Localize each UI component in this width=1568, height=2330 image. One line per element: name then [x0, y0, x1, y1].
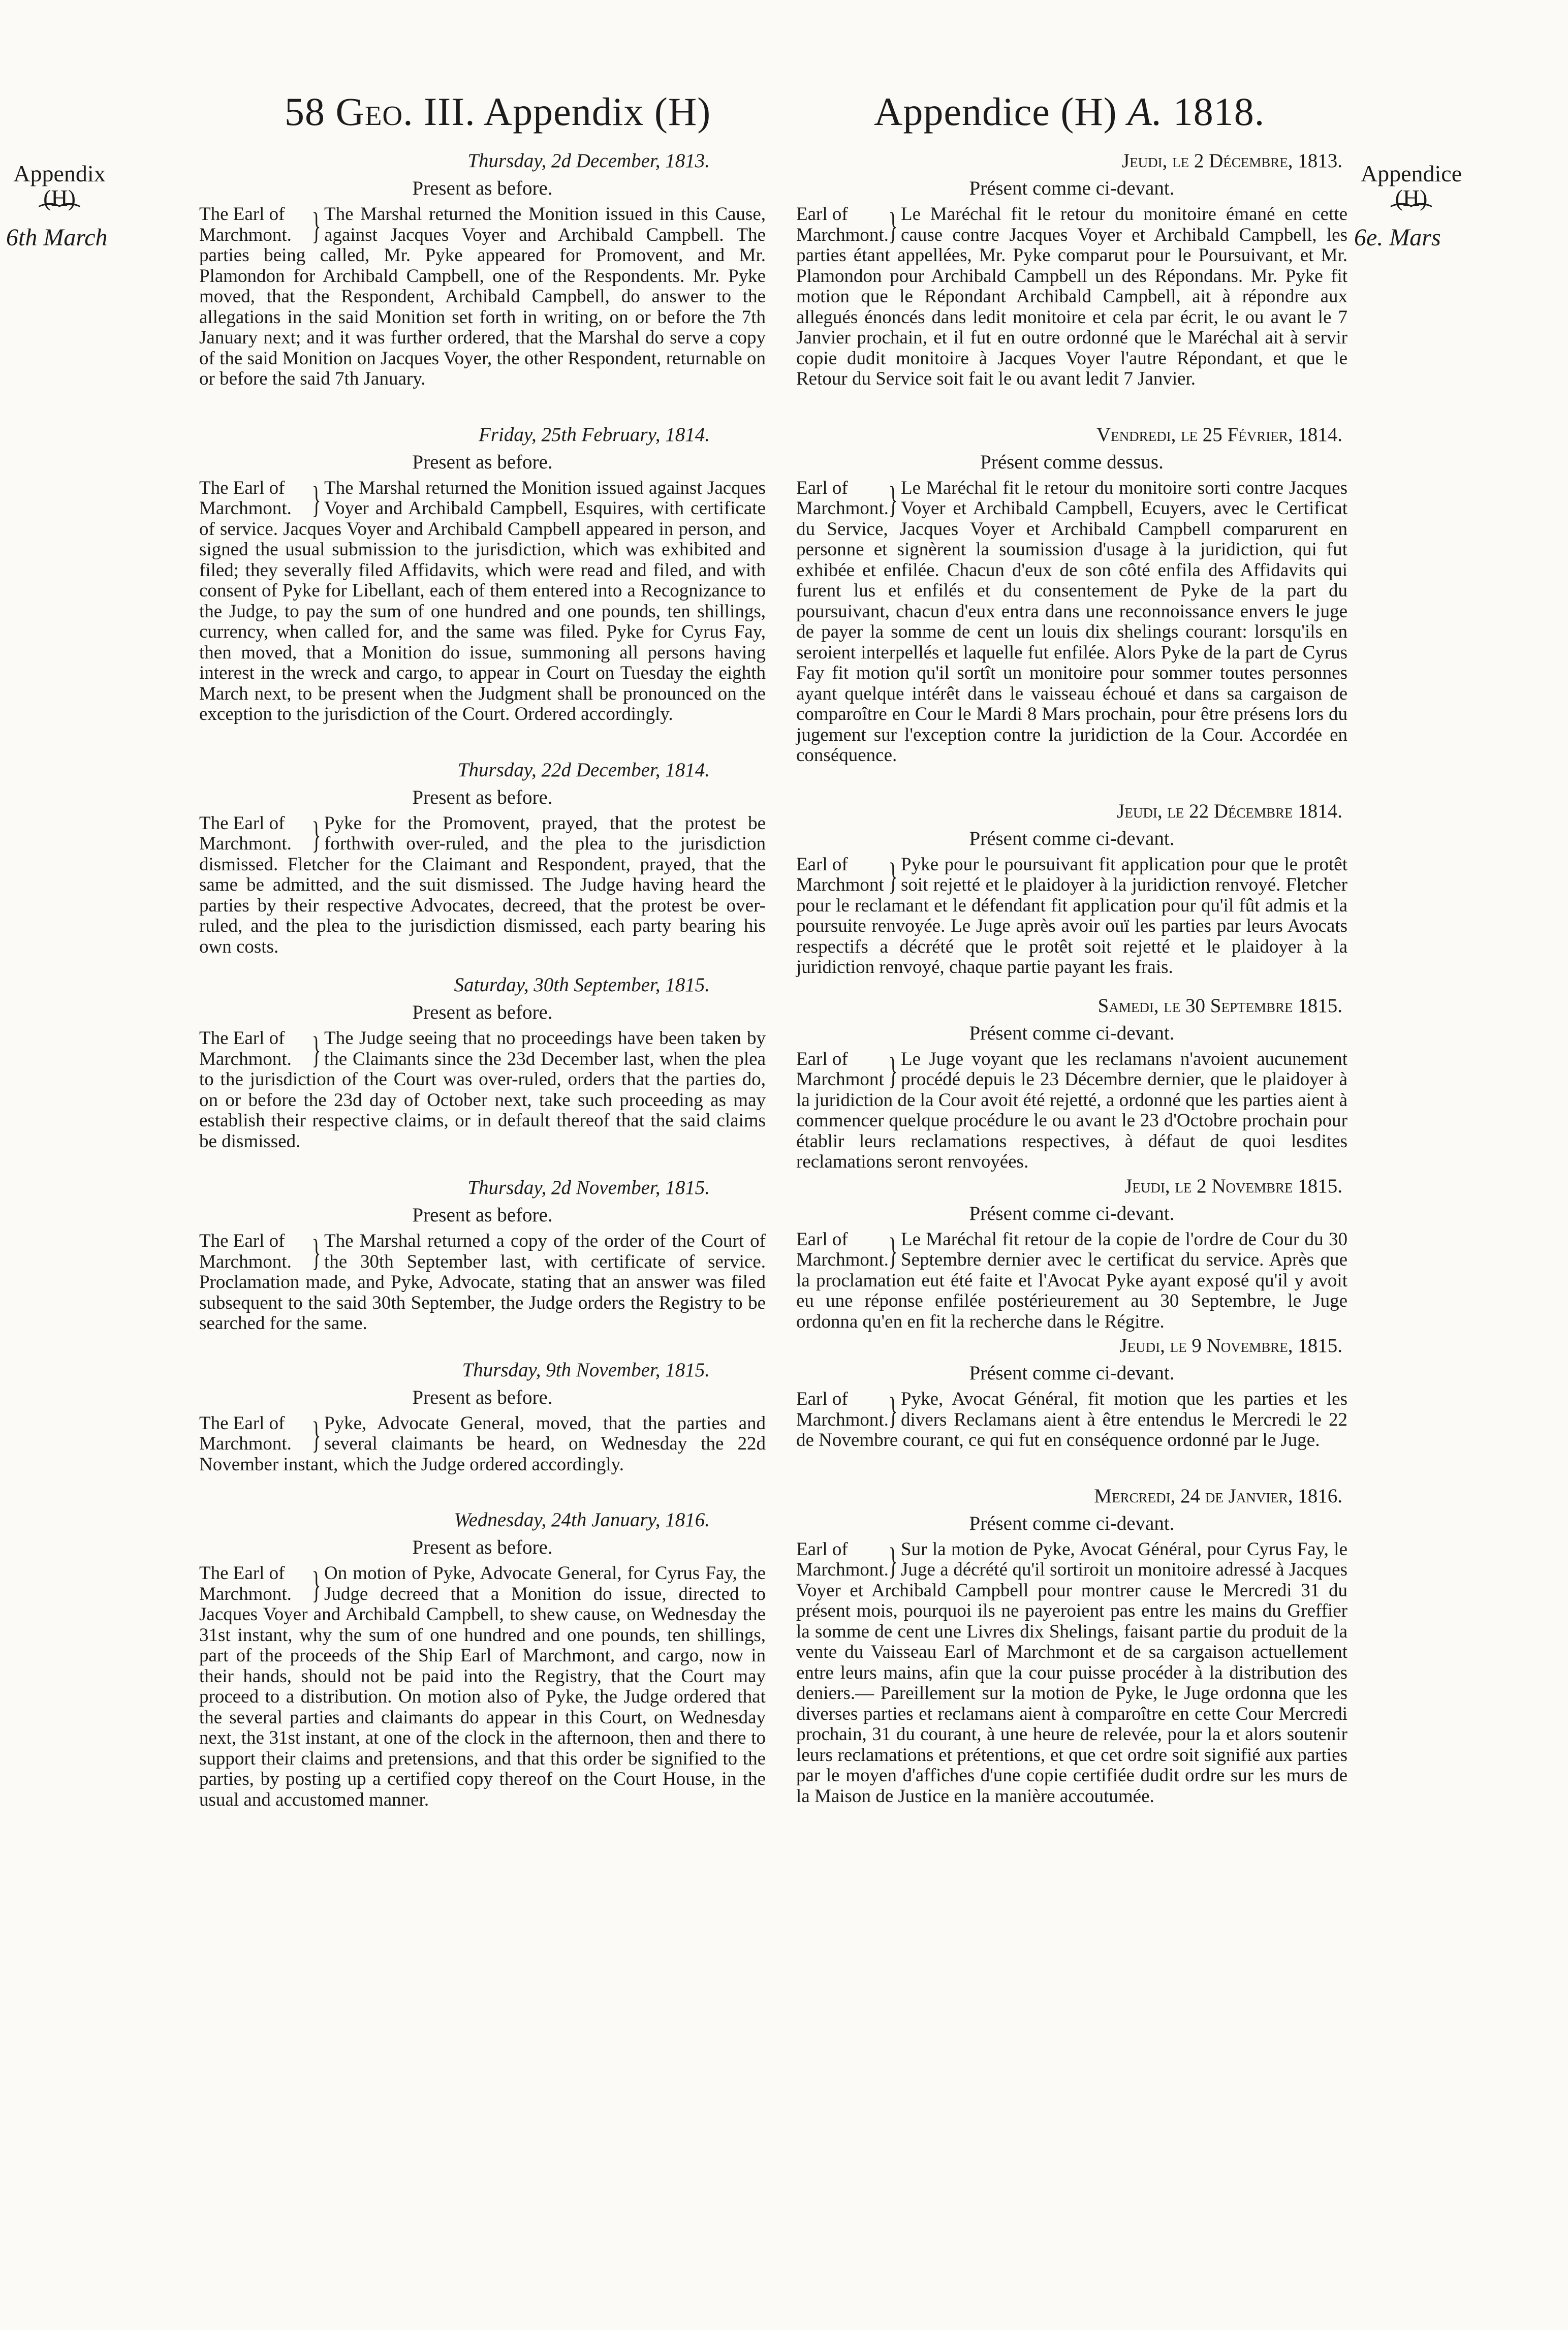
- running-head-french-title: Appendice (H): [874, 89, 1117, 134]
- party-line: Earl of: [796, 477, 848, 498]
- party-line: Marchmont.: [199, 498, 292, 519]
- party-heading: [796, 204, 898, 245]
- party-line: Earl of: [796, 1229, 848, 1250]
- entry-present: Present as before.: [412, 177, 553, 199]
- entry-text: The Marshal returned the Monition issued in this Cause, against Jacques Voyer and Archibald Campbell. The parties being called, Mr. Pyke appeared for Promovent, and Mr. Plamondon for Archibald Campbell, one of the Respondents. Mr. Pyke moved, that the Respondent, Archibald Campbell, do answer to the allegations in the said Monition set forth in writing, on or before the 7th January next; and it was further ordered, that the Marshal do serve a copy of the said Monition on Jacques Voyer, the other Respondent, returnable on or before the said 7th January.: [199, 204, 766, 389]
- party-line: Marchmont: [796, 1069, 884, 1090]
- entry-date: Jeudi, le 22 Décembre 1814.: [1117, 800, 1342, 822]
- party-heading: [199, 1413, 321, 1455]
- brace: }: [889, 479, 898, 521]
- brace: }: [312, 1029, 321, 1071]
- brace: }: [312, 1414, 321, 1456]
- entry-text: Pyke, Advocate General, moved, that the parties and several claimants be heard, on Wednesday the 22d November instant, which the Judge ordered accordingly.: [199, 1412, 766, 1475]
- brace: }: [889, 205, 898, 247]
- entry-body: [796, 1230, 1347, 1333]
- entry-present: Présent comme ci-devant.: [969, 177, 1175, 199]
- entry-body: [796, 855, 1347, 978]
- entry-text: On motion of Pyke, Advocate General, for Cyrus Fay, the Judge decreed that a Monition do issue, directed to Jacques Voyer and Archibald Campbell, to shew cause, on Wednesday the 31st instant, why the sum of one hundred and one pounds, ten shillings, part of the proceeds of the Ship Earl of Marchmont, and cargo, now in their hands, should not be paid into the Registry, that the Court may proceed to a distribution. On motion also of Pyke, the Judge ordered that the several parties and claimants do appear in this Court, on Wednesday next, the 31st instant, at one of the clock in the afternoon, then and there to support their claims and pretensions, and that this order be signified to the parties, by posting up a certified copy thereof on the Court House, in the usual and accustomed manner.: [199, 1563, 766, 1810]
- entry-present: Présent comme dessus.: [980, 451, 1164, 473]
- party-heading: [199, 478, 321, 519]
- brace: }: [312, 1232, 321, 1274]
- minute-entry: [796, 421, 1347, 766]
- party-line: Marchmont.: [199, 833, 292, 854]
- party-line: Earl of: [796, 1389, 848, 1409]
- entry-text: The Marshal returned a copy of the order of the Court of the 30th September last, with certificate of service. Proclamation made, and Pyke, Advocate, stating that an answer was filed subsequent to the said 30th September, the Judge orders the Registry to be searched for the same.: [199, 1231, 766, 1334]
- margin-date: 6th March: [6, 224, 108, 251]
- party-line: Marchmont.: [199, 224, 292, 245]
- minute-entry: [796, 147, 1347, 390]
- entry-body: [199, 813, 766, 958]
- brace: }: [312, 479, 321, 521]
- minute-entry: [796, 798, 1347, 978]
- entry-text: Pyke, Avocat Général, fit motion que les parties et les divers Reclamans aient à être entendus le Mercredi le 22 de Novembre courant, ce qui fut en conséquence ordonné par le Juge.: [796, 1389, 1347, 1451]
- entry-body: [796, 204, 1347, 390]
- party-heading: [796, 1230, 898, 1271]
- running-head-french: [874, 89, 1265, 135]
- party-line: Marchmont.: [796, 1559, 889, 1580]
- entry-date: Thursday, 22d December, 1814.: [457, 759, 710, 781]
- entry-text: Le Maréchal fit retour de la copie de l'ordre de Cour du 30 Septembre dernier avec le certificat du service. Après que la proclamation eut été faite et l'Avocat Pyke ayant exposé qu'il y avoit eu une réponse enfilée postérieurement au 30 Septembre, le Juge ordonna qu'en en fit la recherche dans le Régitre.: [796, 1229, 1347, 1332]
- margin-sub: (H): [43, 185, 76, 211]
- party-line: The Earl of: [199, 1028, 285, 1049]
- minute-entry: [199, 757, 766, 958]
- entry-text: Le Juge voyant que les reclamans n'avoient aucunement procédé depuis le 23 Décembre dernier, que le plaidoyer à la juridiction de la Cour avoit été rejetté, a ordonné que les parties aient à commencer quelque procédure le ou avant le 23 d'Octobre prochain pour établir leurs reclamations respectives, à défaut de quoi lesdites reclamations seront renvoyées.: [796, 1048, 1347, 1172]
- margin-note-left: [6, 162, 113, 251]
- minute-entry: [796, 992, 1347, 1173]
- minute-entry: [199, 1174, 766, 1334]
- entry-present: Present as before.: [412, 1536, 553, 1558]
- entry-body: [796, 1539, 1347, 1807]
- french-column: [796, 147, 1347, 1807]
- entry-text: The Judge seeing that no proceedings have been taken by the Claimants since the 23d December last, when the plea to the jurisdiction of the Court was over-ruled, orders that the parties do, on or before the 23d day of October next, take such proceeding as may establish their respective claims, or in default thereof that the said claims be dismissed.: [199, 1028, 766, 1152]
- entry-date: Jeudi, le 9 Novembre, 1815.: [1119, 1335, 1342, 1357]
- entry-present: Present as before.: [412, 1386, 553, 1408]
- entry-text: Pyke for the Promovent, prayed, that the protest be forthwith over-ruled, and the plea to the jurisdiction dismissed. Fletcher for the Claimant and Respondent, prayed, that the same be admitted, and the suit dismissed. The Judge having heard the parties by their respective Advocates, decreed, that the protest be over-ruled, and the plea to the jurisdiction dismissed, each party bearing his own costs.: [199, 812, 766, 957]
- party-heading: [796, 855, 898, 896]
- margin-label: Appendix: [13, 161, 106, 186]
- brace: }: [312, 1564, 321, 1606]
- brace: }: [889, 1540, 898, 1582]
- page-number: 58: [285, 89, 325, 134]
- entry-body: [199, 1028, 766, 1152]
- margin-sub: (H): [1395, 185, 1428, 211]
- entry-date: Wednesday, 24th January, 1816.: [454, 1509, 710, 1531]
- minute-entry: [796, 1332, 1347, 1451]
- entry-body: [199, 1563, 766, 1810]
- entry-body: [796, 478, 1347, 766]
- running-head-year: 1818.: [1173, 89, 1265, 134]
- entry-text: Le Maréchal fit le retour du monitoire émané en cette cause contre Jacques Voyer et Archibald Campbell, les parties étant appellées, Mr. Pyke comparut pour le Poursuivant, et Mr. Plamondon pour Archibald Campbell un des Répondans. Mr. Pyke fit motion que le Répondant Archibald Campbell, ait à répondre aux allegués énoncés dans ledit monitoire et cela par écrit, le ou avant le 7 Janvier prochain, et il fut en outre ordonné que le Maréchal ait à servir copie dudit monitoire à Jacques Voyer l'autre Répondant, et que le Retour du Service soit fait le ou avant ledit 7 Janvier.: [796, 204, 1347, 389]
- party-line: The Earl of: [199, 204, 285, 225]
- entry-present: Présent comme ci-devant.: [969, 1512, 1175, 1534]
- party-line: Marchmont.: [796, 224, 889, 245]
- entry-body: [199, 478, 766, 725]
- brace: }: [889, 1230, 898, 1272]
- minute-entry: [199, 147, 766, 390]
- entry-date: Thursday, 2d December, 1813.: [467, 150, 710, 172]
- margin-flourish: ⁀⁀: [40, 204, 79, 231]
- entry-present: Present as before.: [412, 1001, 553, 1023]
- entry-body: [796, 1049, 1347, 1173]
- party-line: Marchmont.: [796, 1409, 889, 1430]
- entry-date: Friday, 25th February, 1814.: [479, 423, 710, 446]
- entry-date: Jeudi, le 2 Décembre, 1813.: [1121, 150, 1342, 172]
- running-head-geo: Geo.: [335, 89, 414, 134]
- brace: }: [312, 814, 321, 856]
- party-line: Marchmont.: [199, 1433, 292, 1454]
- party-line: The Earl of: [199, 1231, 285, 1251]
- entry-text: Le Maréchal fit le retour du monitoire sorti contre Jacques Voyer et Archibald Campbell, Ecuyers, avec le Certificat du Service, Jacques Voyer et Archibald Campbell comparurent en personne et signèrent la soumission d'usage à la juridiction, qui fut exhibée et enfilée. Chacun d'eux de son côté enfila des Affidavits qui furent lus et enfilés et du consentement de Pyke de la part du poursuivant, chacun d'eux entra dans une reconnoissance envers le juge de payer la somme de cent un louis dix shelings courant: lorsqu'ils en seroient interpellés et laquelle fut enfilée. Alors Pyke de la part de Cyrus Fay fit motion qu'il sortît un monitoire pour sommer toutes personnes ayant quelque intérêt dans le vaisseau échoué et dans sa cargaison de comparoître en Cour le Mardi 8 Mars prochain, pour être présens lors du jugement sur l'exception contre la juridiction de la Cour. Accordée en conséquence.: [796, 477, 1347, 766]
- party-line: Earl of: [796, 854, 848, 875]
- entry-body: [199, 1231, 766, 1334]
- party-line: Marchmont.: [199, 1251, 292, 1272]
- entry-present: Present as before.: [412, 1204, 553, 1226]
- entry-date: Saturday, 30th September, 1815.: [454, 974, 710, 996]
- party-heading: [796, 478, 898, 519]
- entry-text: Pyke pour le poursuivant fit application pour que le protêt soit rejetté et le plaidoyer à la juridiction renvoyé. Fletcher pour le reclamant et le défendant fit application pour qu'il fût admis et la poursuite renvoyée. Le Juge après avoir ouï les parties par leurs Avocats respectifs a décrété que le protêt soit rejetté et le plaidoyer à la juridiction renvoyé, chaque partie payant les frais.: [796, 854, 1347, 978]
- margin-flourish: ⁀⁀: [1391, 204, 1431, 231]
- minute-entry: [199, 421, 766, 725]
- party-heading: [796, 1389, 898, 1430]
- entry-body: [199, 1413, 766, 1475]
- entry-present: Présent comme ci-devant.: [969, 1022, 1175, 1044]
- party-line: Earl of: [796, 204, 848, 225]
- entry-present: Présent comme ci-devant.: [969, 1362, 1175, 1384]
- brace: }: [889, 855, 898, 897]
- brace: }: [889, 1390, 898, 1432]
- margin-date: 6e. Mars: [1354, 224, 1441, 251]
- entry-date: Vendredi, le 25 Février, 1814.: [1096, 423, 1342, 446]
- entry-date: Thursday, 9th November, 1815.: [462, 1359, 710, 1381]
- minute-entry: [199, 1506, 766, 1810]
- party-line: The Earl of: [199, 1412, 285, 1434]
- entry-date: Samedi, le 30 Septembre 1815.: [1097, 994, 1342, 1017]
- running-head-english: [285, 89, 711, 135]
- margin-label: Appendice: [1360, 161, 1462, 186]
- party-heading: [199, 1563, 321, 1604]
- entry-present: Présent comme ci-devant.: [969, 827, 1175, 849]
- party-heading: [199, 813, 321, 855]
- minute-entry: [796, 1173, 1347, 1333]
- party-line: Earl of: [796, 1048, 848, 1069]
- minute-entry: [199, 971, 766, 1152]
- margin-note-right: [1354, 162, 1468, 251]
- party-line: Marchmont.: [796, 498, 889, 519]
- entry-text: The Marshal returned the Monition issued against Jacques Voyer and Archibald Campbell, Esquires, with certificate of service. Jacques Voyer and Archibald Campbell appeared in person, and signed the usual submission to the jurisdiction, which was exhibited and filed; they severally filed Affidavits, which were read and filed, and with consent of Pyke for Libellant, each of them entered into a Recognizance to the Judge, to pay the sum of one hundred and one pounds, ten shillings, currency, when called for, and the same was filed. Pyke for Cyrus Fay, then moved, that a Monition do issue, summoning all persons having interest in the wreck and cargo, to appear in Court on Tuesday the eighth March next, to be present when the Judgment shall be pronounced on the exception to the jurisdiction of the Court. Ordered accordingly.: [199, 477, 766, 725]
- entry-present: Présent comme ci-devant.: [969, 1202, 1175, 1224]
- party-heading: [796, 1539, 898, 1581]
- party-heading: [199, 204, 321, 245]
- entry-body: [199, 204, 766, 390]
- entry-present: Present as before.: [412, 786, 553, 808]
- entry-date: Jeudi, le 2 Novembre 1815.: [1124, 1175, 1342, 1197]
- party-line: Marchmont.: [796, 1249, 889, 1270]
- entry-date: Thursday, 2d November, 1815.: [467, 1177, 710, 1199]
- brace: }: [889, 1050, 898, 1092]
- party-line: The Earl of: [199, 1563, 285, 1584]
- brace: }: [312, 205, 321, 247]
- party-line: The Earl of: [199, 477, 285, 498]
- party-line: Marchmont.: [199, 1048, 292, 1069]
- minute-entry: [796, 1483, 1347, 1807]
- english-column: [199, 147, 766, 1810]
- party-line: Earl of: [796, 1538, 848, 1560]
- party-line: Marchmont.: [199, 1583, 292, 1604]
- party-heading: [199, 1231, 321, 1272]
- entry-body: [796, 1389, 1347, 1451]
- party-heading: [796, 1049, 898, 1090]
- entry-text: Sur la motion de Pyke, Avocat Général, pour Cyrus Fay, le Juge a décrété qu'il sortiroit un monitoire adressé à Jacques Voyer et Archibald Campbell pour montrer cause le Mercredi 31 du présent mois, pourquoi ils ne payeroient pas entre les mains du Greffier la somme de cent une Livres dix Shelings, faisant partie du produit de la vente du Vaisseau Earl of Marchmont et de sa cargaison actuellement entre leurs mains, afin que la cour puisse procéder à la distribution des deniers.— Pareillement sur la motion de Pyke, le Juge ordonna que les diverses parties et reclamans aient à comparoître en cette Cour Mercredi prochain, 31 du courant, à une heure de relevée, pour la et alors soutenir leurs reclamations et prétentions, et que cet ordre soit signifié aux parties par le moyen d'affiches d'une copie certifiée dudit ordre sur les murs de la Maison de Justice en la manière accoutumée.: [796, 1538, 1347, 1807]
- entry-present: Present as before.: [412, 451, 553, 473]
- entry-date: Mercredi, 24 de Janvier, 1816.: [1094, 1485, 1342, 1507]
- minute-entry: [199, 1357, 766, 1475]
- party-line: The Earl of: [199, 812, 285, 834]
- running-head-english-title: III. Appendix (H): [424, 89, 711, 134]
- party-line: Marchmont: [796, 874, 884, 895]
- running-head-letter: A.: [1127, 89, 1163, 134]
- party-heading: [199, 1028, 321, 1069]
